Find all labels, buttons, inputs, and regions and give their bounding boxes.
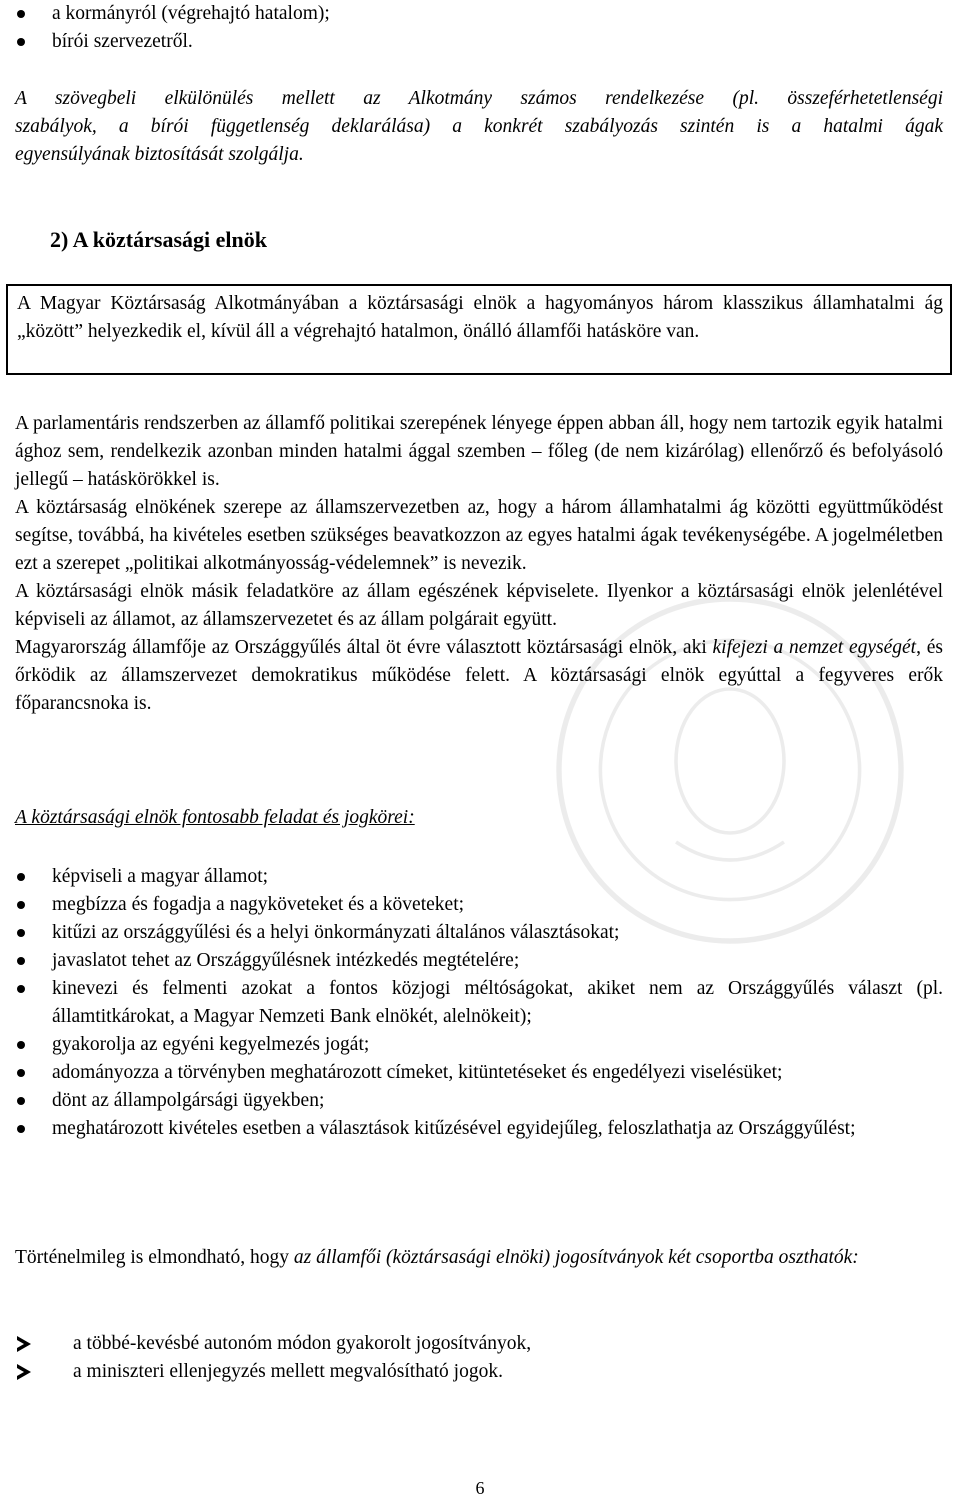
list-item: a miniszteri ellenjegyzés mellett megvalósítható jogok. bbox=[15, 1358, 943, 1386]
list-item: kitűzi az országgyűlési és a helyi önkormányzati általános választásokat; bbox=[15, 919, 943, 947]
bullet-icon bbox=[17, 1097, 25, 1105]
tasks-heading: A köztársasági elnök fontosabb feladat és jogkörei: bbox=[15, 807, 415, 828]
list-item: dönt az állampolgársági ügyekben; bbox=[15, 1087, 943, 1115]
intro-paragraph: A szövegbeli elkülönülés mellett az Alkotmány számos rendelkezése (pl. összeférhetetlenségi szabályok, a bírói függetlenség deklarálása) a konkrét szabályozás szintén is a hatalmi ágak egyensúlyának biztosítását szolgálja. bbox=[15, 88, 943, 165]
list-item: a kormányról (végrehajtó hatalom); bbox=[15, 0, 943, 28]
bullet-icon bbox=[17, 901, 25, 909]
body-paragraph-2: A köztársaság elnökének szerepe az államszervezetben az, hogy a három államhatalmi ág közötti együttműködést segítse, továbbá, ha kivételes esetben szükséges beavatkozzon az egyes hatalmi ágak tevékenységébe. A jogelméletben ezt a szerepet „politikai alkotmányosság-védelemnek” is nevezik. bbox=[15, 497, 943, 574]
boxed-paragraph: A Magyar Köztársaság Alkotmányában a köztársasági elnök a hagyományos három klasszikus államhatalmi ág „között” helyezkedik el, kívül áll a végrehajtó hatalmon, önálló államfői hatásköre van. bbox=[17, 293, 943, 342]
bullet-icon bbox=[17, 873, 25, 881]
body-text bbox=[15, 410, 943, 718]
page-number: 6 bbox=[475, 1478, 485, 1498]
bullet-icon bbox=[17, 985, 25, 993]
bullet-icon bbox=[17, 957, 25, 965]
list-item: javaslatot tehet az Országgyűlésnek intézkedés megtételére; bbox=[15, 947, 943, 975]
highlight-box bbox=[6, 284, 952, 375]
body-paragraph-4: Magyarország államfője az Országgyűlés által öt évre választott köztársasági elnök, aki kifejezi a nemzet egységét, és őrködik az államszervezet demokratikus működése felett. A köztársasági elnök egyúttal a fegyveres erők főparancsnoka is. bbox=[15, 637, 944, 714]
bullet-icon bbox=[17, 10, 25, 18]
powers-list bbox=[15, 1330, 943, 1386]
body-paragraph-1: A parlamentáris rendszerben az államfő politikai szerepének lényege éppen abban áll, hogy nem tartozik egyik hatalmi ághoz sem, rendelkezik azonban minden hatalmi ággal szemben – főleg (de nem kizárólag) ellenőrző és befolyásoló jellegű – hatáskörökkel is. bbox=[15, 413, 943, 490]
list-item: meghatározott kivételes esetben a választások kitűzésével egyidejűleg, feloszlathatja az Országgyűlést; bbox=[15, 1115, 943, 1143]
list-item: adományozza a törvényben meghatározott címeket, kitüntetéseket és engedélyezi viselésüket; bbox=[15, 1059, 943, 1087]
bullet-icon bbox=[17, 38, 25, 46]
top-bullet-list bbox=[15, 0, 943, 56]
list-item: a többé-kevésbé autonóm módon gyakorolt jogosítványok, bbox=[15, 1330, 943, 1358]
tasks-list bbox=[15, 863, 943, 1143]
list-item: gyakorolja az egyéni kegyelmezés jogát; bbox=[15, 1031, 943, 1059]
bullet-icon bbox=[17, 1041, 25, 1049]
list-item: kinevezi és felmenti azokat a fontos közjogi méltóságokat, akiket nem az Országgyűlés választ (pl. államtitkárokat, a Magyar Nemzeti Bank elnökét, alelnökeit); bbox=[15, 975, 943, 1031]
list-item: képviseli a magyar államot; bbox=[15, 863, 943, 891]
arrow-bullet-icon bbox=[17, 1364, 31, 1380]
list-item: bírói szervezetről. bbox=[15, 28, 943, 56]
arrow-bullet-icon bbox=[17, 1336, 31, 1352]
bullet-icon bbox=[17, 929, 25, 937]
body-paragraph-3: A köztársasági elnök másik feladatköre az állam egészének képviselete. Ilyenkor a köztársasági elnök jelenlétével képviseli az államot, az államszervezetet és az állam polgárait együtt. bbox=[15, 581, 943, 630]
bullet-icon bbox=[17, 1069, 25, 1077]
section-heading: 2) A köztársasági elnök bbox=[50, 227, 267, 252]
list-item: megbízza és fogadja a nagyköveteket és a követeket; bbox=[15, 891, 943, 919]
historical-paragraph: Történelmileg is elmondható, hogy az államfői (köztársasági elnöki) jogosítványok két csoportba oszthatók: bbox=[15, 1247, 859, 1268]
bullet-icon bbox=[17, 1125, 25, 1133]
